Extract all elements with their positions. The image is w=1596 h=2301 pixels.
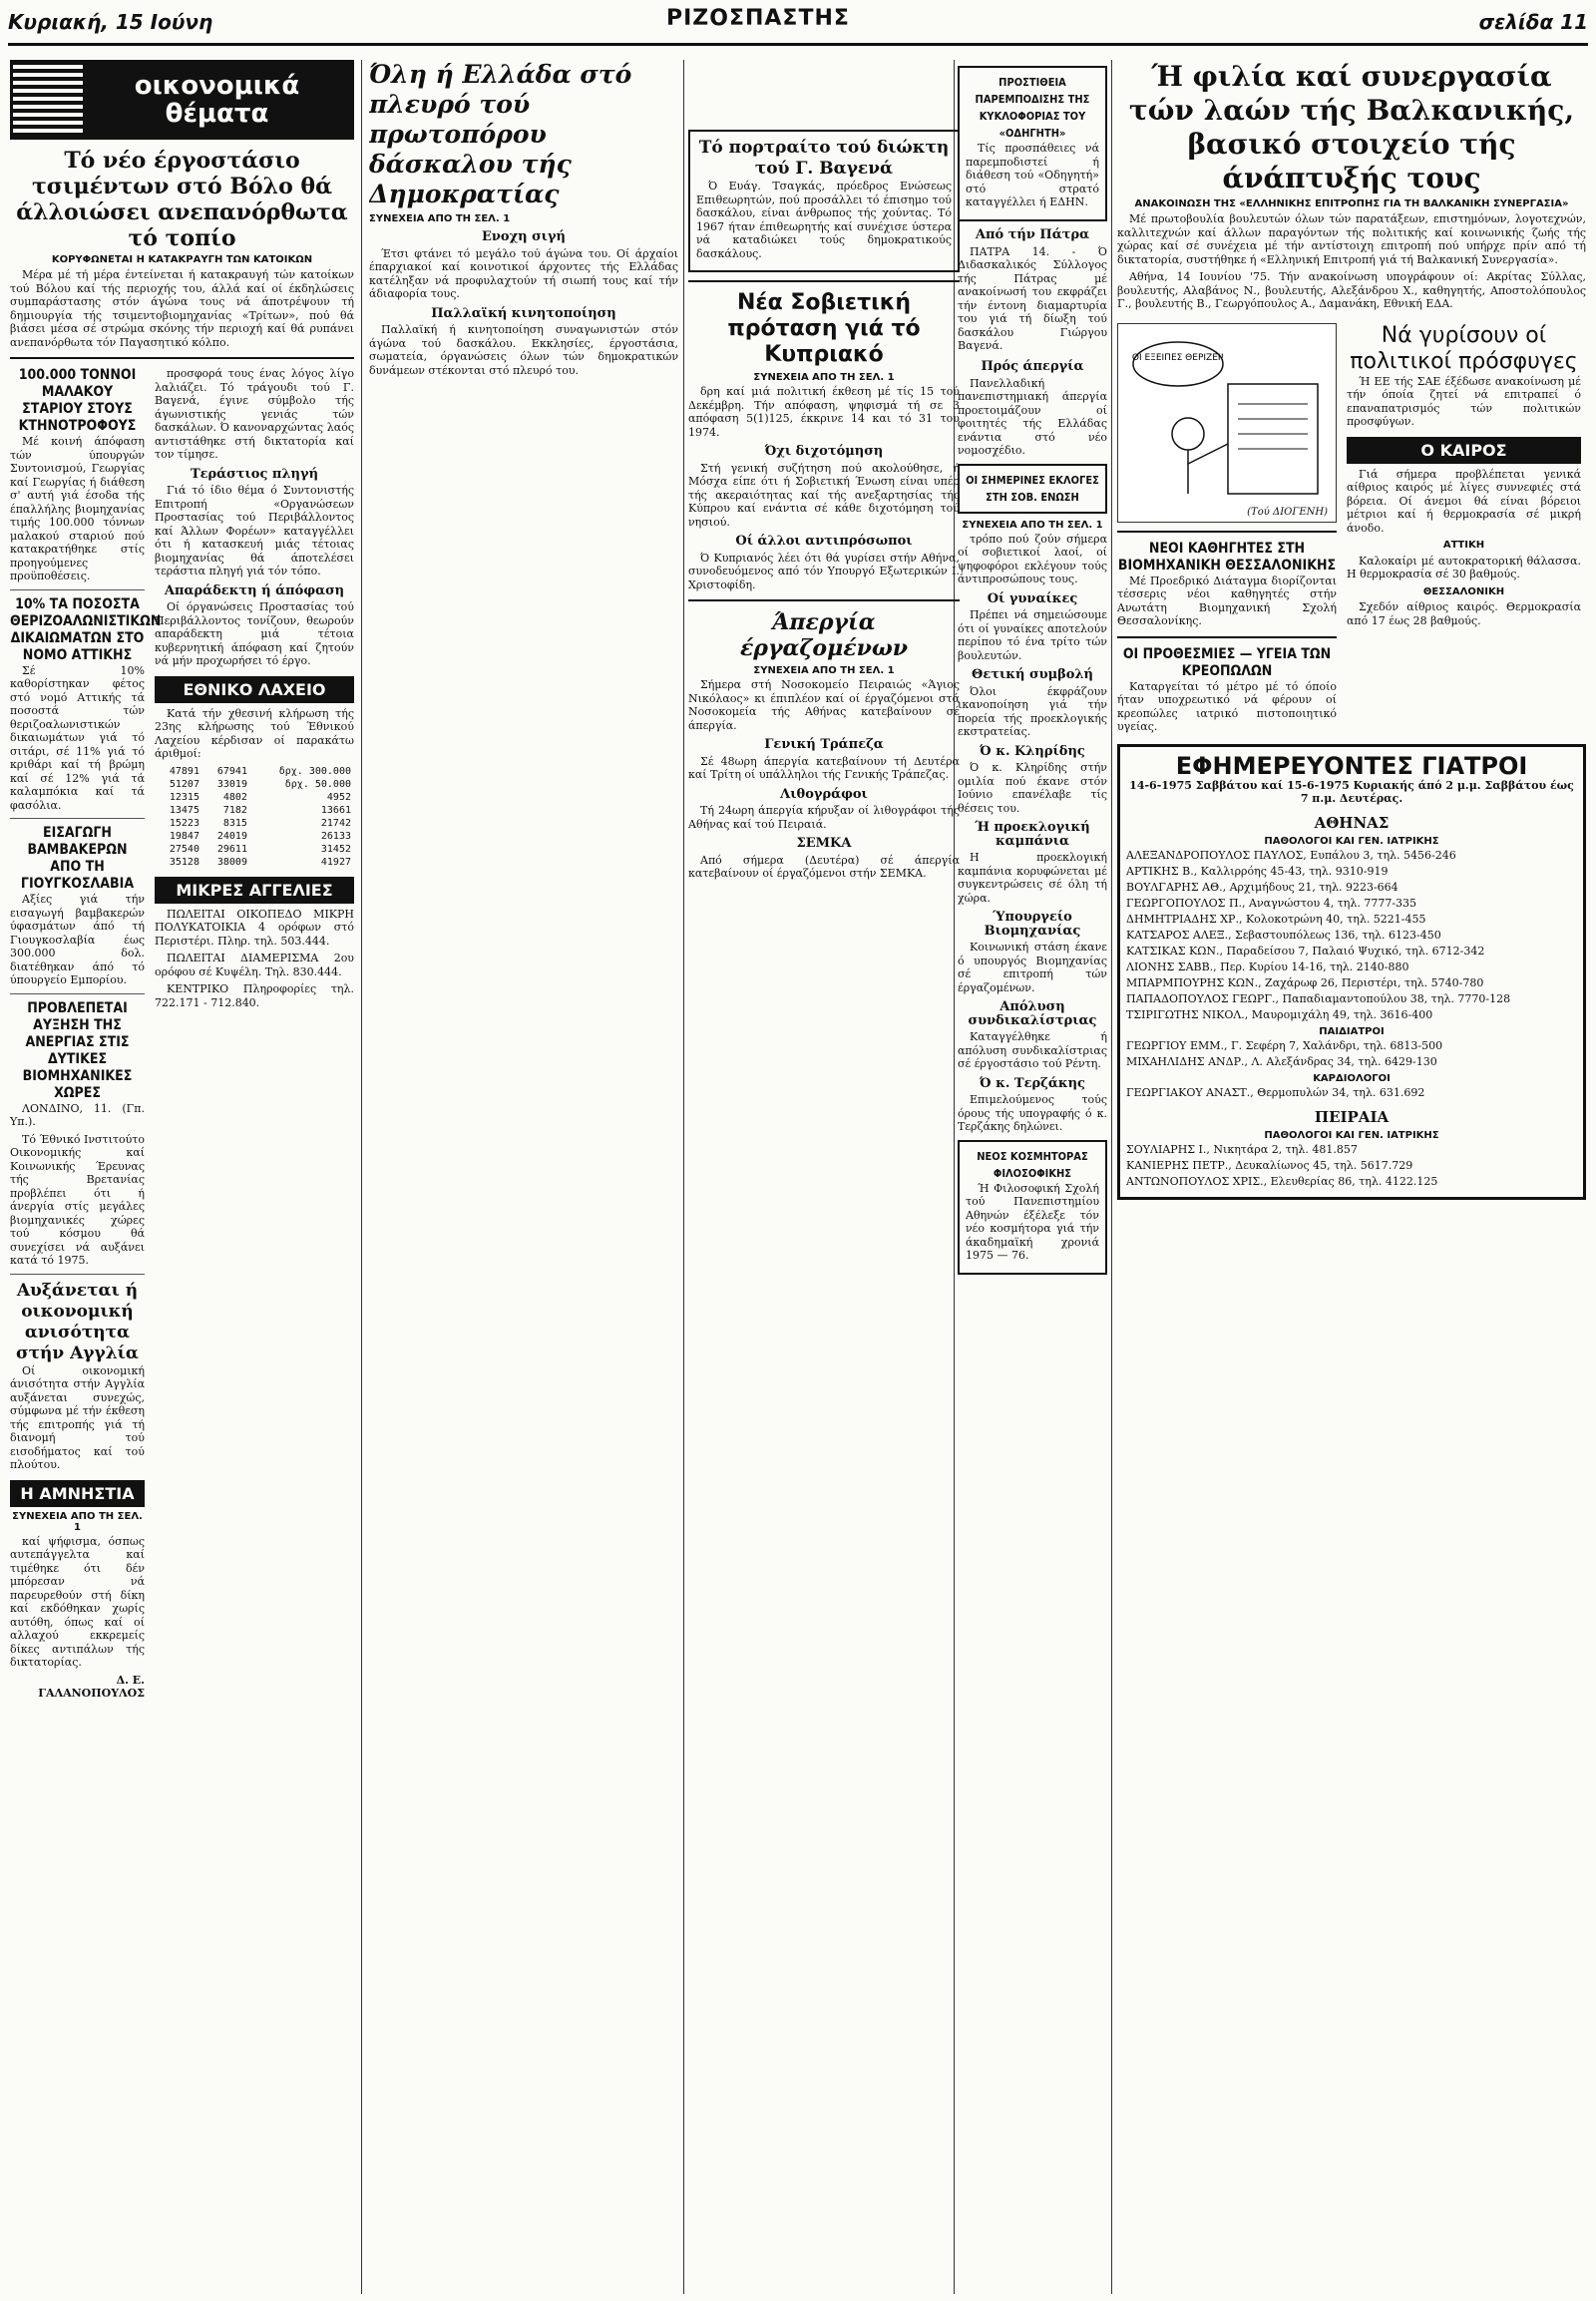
subhead-general-bank: Γενική Τράπεζα [764,737,884,752]
section-header-economics [10,60,354,140]
subhead-patras: Από τήν Πάτρα [975,226,1090,242]
paragraph: Στή γενική συζήτηση πού ακολούθησε, ή Μόσχα είπε ότι ή Σοβιετική Ένωση είναι υπέρ τής ακεραιότητας καί τής ανεξαρτησίας τής Κύπρου καί ενάντια σέ κάθε διχοτόμηση τού νησιού. [688,461,960,529]
doctor-entry: ΓΕΩΡΓΟΠΟΥΛΟΣ Π., Αναγνώστου 4, τηλ. 7777-335 [1126,896,1417,910]
doctors-spec-pathology-piraeus: ΠΑΘΟΛΟΓΟΙ ΚΑΙ ΓΕΝ. ΙΑΤΡΙΚΗΣ [1264,1129,1439,1141]
stripes-decoration [13,63,83,137]
lottery-cell: 19847 [169,830,200,842]
right-lower-area [1117,315,1586,738]
story-portrait-text: Ό Ευάγ. Τσαγκάς, πρόεδρος Ενώσεως Επιθεωρητών, πού προσάλλει τό έπισημο τού δασκάλου, είναι άνθρωπος τής χούντας. Τό 1967 ήταν έπιθεωρητής καί συνέχισε ύστερα νά καταδιώκει τούς δημοκρατικούς δασκάλους. [696,180,952,260]
story-strike-title: Άπεργία έργαζομένων [739,609,909,661]
lottery-row [155,791,354,804]
paragraph: Η προεκλογική καμπάνια κορυφώνεται μέ συγκεντρώσεις σέ όλη τή χώρα. [958,851,1107,905]
lottery-row [155,817,354,830]
doctor-entry: ΒΟΥΛΓΑΡΗΣ ΑΘ., Αρχιμήδους 21, τηλ. 9223-664 [1126,880,1398,894]
lottery-cell: 29611 [216,843,247,855]
paragraph: Έτσι φτάνει τό μεγάλο τού άγώνα του. Οί άρχαίοι έπαρχιακοί καί κοινοτικοί άρχοντες τής Ελλάδας κατέληξαν νά προφυλαχτούν τή σιωπή τους καί τήν άδιαφορία τους. [369,246,678,300]
section-label-line1: οικονομικά [134,71,300,101]
column-a [10,60,354,2294]
subhead-tremendous-wound: Τεράστιος πληγή [190,466,319,482]
doctors-spec-pediatrics: ΠΑΙΔΙΑΤΡΟΙ [1319,1025,1385,1037]
doctors-region-piraeus: ΠΕΙΡΑΙΑ [1314,1107,1390,1126]
odigitis-text: Τίς προσπάθειες νά παρεμποδιστεί ή διάθεση τού «Οδηγητή» στό στρατό καταγγέλλει ή ΕΔΗΝ. [966,142,1099,208]
lottery-cell: 13661 [320,804,351,816]
lottery-cell: 47891 [169,765,200,777]
weather-region-thessaloniki: ΘΕΣΣΑΛΟΝΙΚΗ [1422,585,1505,597]
paragraph: Σέ 48ωρη άπεργία κατεβαίνουν τή Δευτέρα καί Τρίτη οί υπάλληλοι τής Γενικής Τράπεζας. [688,754,960,781]
butchers-body [1117,680,1337,734]
subhead-klerides: Ό κ. Κληρίδης [980,743,1085,759]
doctors-spec-cardiology: ΚΑΡΔΙΟΛΟΓΟΙ [1313,1072,1391,1084]
refugees-body [1347,375,1581,429]
story-wheat-body [10,435,145,583]
lottery-cell: 15223 [169,817,200,829]
story-unemployment-dateline: ΛΟΝΔΙΝΟ, 11. (Γπ. Υπ.). [10,1101,145,1128]
lottery-cell: 7182 [222,804,247,816]
story-cotton-text: Αξίες γιά τήν εισαγωγή βαμβακερών ύφασμάτων άπό τή Γιουγκοσλαβία έως 300.000 δολ. διατέθηκαν άπό τό ύπουργείο Εμπορίου. [10,893,145,986]
doctors-box [1117,744,1586,1200]
lottery-cell: 31452 [320,843,351,855]
divider [10,818,145,819]
newspaper-title: ΡΙΖΟΣΠΑΣΤΗΣ [666,6,850,31]
weather-body [1347,468,1581,628]
soviet-elections-spec: ΣΥΝΕΧΕΙΑ ΑΠΟ ΤΗ ΣΕΛ. 1 [962,519,1103,531]
paragraph: Γιά τό ίδιο θέμα ό Συντονιστής Επιτροπή «Οργανώσεων Προστασίας τού Περιβάλλοντος καί Άλλων Φορέων» καταγγέλλει ότι ή κατασκευή μιάς τέτοιας βιομηχανίας θά άποτελέσει τεράστια πληγή γιά τόν τόπο. [155,484,354,577]
story-amnesty-spec: ΣΥΝΕΧΕΙΑ ΑΠΟ ΤΗ ΣΕΛ. 1 [12,1510,143,1533]
right-lower-left [1117,315,1337,738]
doctor-entry: ΔΗΜΗΤΡΙΑΔΗΣ ΧΡ., Κολοκοτρώνη 40, τηλ. 5221-455 [1126,912,1426,926]
paragraph: Τή 24ωρη άπεργία κήρυξαν οί λιθογράφοι τής Αθήνας καί τού Πειραιά. [688,804,960,831]
to-strike-text: Πανελλαδική πανεπιστημιακή άπεργία προετοιμάζουν οί φοιτητές τής Ελλάδας ενάντια στό νέο νομοσχέδιο. [958,376,1107,457]
paragraph: Από σήμερα (Δευτέρα) σέ άπεργία κατεβαίνουν οί έργαζόμενοι στήν ΣΕΜΚΑ. [688,853,960,880]
subhead-semka: ΣΕΜΚΑ [796,836,852,851]
new-dean-body [966,1182,1099,1263]
kicker-balkan: ΑΝΑΚΟΙΝΩΣΗ ΤΗΣ «ΕΛΛΗΝΙΚΗΣ ΕΠΙΤΡΟΠΗΣ ΓΙΑ ΤΗ ΒΑΛΚΑΝΙΚΗ ΣΥΝΕΡΓΑΣΙΑ» [1134,198,1569,209]
doctor-entry: ΑΡΤΙΚΗΣ Β., Καλλιρρόης 45-43, τηλ. 9310-919 [1126,864,1389,878]
doctor-entry: ΜΠΑΡΜΠΟΥΡΗΣ ΚΩΝ., Ζαχάρωφ 26, Περιστέρι, τηλ. 5740-780 [1126,975,1484,989]
weather-thessaloniki-text: Σχεδόν αίθριος καιρός. Θερμοκρασία από 17 έως 28 βαθμούς. [1347,600,1581,627]
lottery-cell: 35128 [169,856,200,868]
lottery-row [155,830,354,843]
lead-text: Μέρα μέ τή μέρα έντείνεται ή κατακραυγή τών κατοίκων τού Βόλου καί τής περιοχής του, άλλά καί οί έκδηλώσεις συμπαράστασης στόν άγώνα τους νά άποτρέψουν τή δημιουργία τής τσιμεντοβιομηχανίας «Τρίτων», πού θά βιάσει μέσα σέ στρώμα σκόνης τήν περιοχή καί θά ρυπάνει ανεπανόρθωτα τόν Παγασητικό κόλπο. [10,268,354,349]
subhead-lithographers: Λιθογράφοι [780,786,868,802]
doctors-spec-pathology: ΠΑΘΟΛΟΓΟΙ ΚΑΙ ΓΕΝ. ΙΑΤΡΙΚΗΣ [1264,835,1439,847]
lottery-cell: δρχ. 50.000 [284,778,351,790]
butchers-title: ΟΙ ΠΡΟΘΕΣΜΙΕΣ — ΥΓΕΙΑ ΤΩΝ ΚΡΕΟΠΩΛΩΝ [1122,645,1332,679]
cartoon-caption: (Τού ΔΙΟΓΕΝΗ) [1247,506,1328,518]
paragraph: Επιμελούμενος τούς όρους τής υπογραφής ό κ. Τερζάκης δηλώνει. [958,1093,1107,1133]
doctor-entry: ΤΣΙΡΙΓΩΤΗΣ ΝΙΚΟΛ., Μαυρομιχάλη 49, τηλ. 3616-400 [1126,1007,1433,1021]
story-amnesty-signature: Δ. Ε. ΓΑΛΑΝΟΠΟΥΛΟΣ [38,1673,145,1700]
new-professors-text: Μέ Προεδρικό Διάταγμα διορίζονται τέσσερις νέοι καθηγητές στήν Ανωτάτη Βιομηχανική Σχολή Θεσσαλονίκης. [1117,574,1337,627]
lottery-cell: 33019 [216,778,247,790]
story-inequality-text: Οί οικονομική άνισότητα στήν Αγγλία αυξάνεται συνεχώς, σύμφωνα μέ τήν έκθεση τής επιτροπής γιά τή διανομή τού εισοδήματος καί τού πλούτου. [10,1363,145,1471]
lottery-cell: 26133 [320,830,351,842]
balkan-text: Μέ πρωτοβουλία βουλευτών όλων τών παρατάξεων, επιστημόνων, λογοτεχνών, καλλιτεχνών καί άλλων παραγόντων τής πολιτικής καί κοινωνικής ζωής τής χώρας καί σέ συνέχεια μέ τήν αντίστοιχη επιτροπή πού υπήρχε πρίν από τή δικτατορία, συστήθηκε ή «Ελληνική Επιτροπή γιά τή Βαλκανική Συνεργασία». [1117,212,1586,266]
lottery-cell: 12315 [169,791,200,803]
story-wheat-text: Μέ κοινή άπόφαση τών ύπουργών Συντονισμού, Γεωργίας καί Γεωργίας ή διάθεση σ' αυτή γιά έσοδα τής έπαλλήλης βιομηχανίας τιμής 100.000 τόννων μαλακού σταριού πού κατακρατήθηκε στίς προηγούμενες προϋποθέσεις. [10,435,145,582]
story-portrait-body [696,180,952,260]
lottery-table-body [155,765,354,869]
doctors-list-pediatrics [1126,1039,1577,1069]
paragraph: Καταγγέλθηκε ή απόλυση συνδικαλίστριας σέ έργοστάσιο τού Ρέντη. [958,1030,1107,1070]
paragraph: Οί όργανώσεις Προστασίας τού Περιβάλλοντος τονίζουν, θεωρούν απαράδεκτη μιά τέτοια κυβερνητική άπόφαση καί ζητούν νά μήν προχωρήσει τό έργο. [155,600,354,667]
masthead [8,6,1588,46]
odigitis-title: ΠΡΟΣΤΙΘΕΙΑ ΠΑΡΕΜΠΟΔΙΣΗΣ ΤΗΣ ΚΥΚΛΟΦΟΡΙΑΣ ΤΟΥ «ΟΔΗΓΗΤΗ» [975,76,1090,140]
weather-attica-text: Καλοκαίρι μέ αυτοκρατορική θάλασσα. Η θερμοκρασία σέ 30 βαθμούς. [1347,554,1581,580]
paragraph: Πρέπει νά σημειώσουμε ότι οί γυναίκες αποτελούν περίπου τό ένα τρίτο τών βουλευτών. [958,608,1107,662]
odigitis-body [966,142,1099,209]
divider [10,1274,145,1275]
teacher-spec: ΣΥΝΕΧΕΙΑ ΑΠΟ ΤΗ ΣΕΛ. 1 [369,213,511,224]
butchers-text: Καταργείται τό μέτρο μέ τό όποίο ήταν υποχρεωτικό νά φέρουν οί κρεοπώλες ιατρικό πιστοποιητικό υγείας. [1117,679,1337,733]
doctor-entry: ΑΝΤΩΝΟΠΟΥΛΟΣ ΧΡΙΣ., Ελευθερίας 86, τηλ. 4122.125 [1126,1174,1438,1188]
lottery-cell: 38009 [216,856,247,868]
doctor-entry: ΜΙΧΑΗΛΙΔΗΣ ΑΝΔΡ., Λ. Αλεξάνδρας 34, τηλ. 6429-130 [1126,1054,1437,1068]
lottery-cell: 51207 [169,778,200,790]
story-cyprus-body [688,385,960,591]
paragraph: Ό Κυπριανός λέει ότι θά γυρίσει στήν Αθήνα, συνοδευόμενος από τόν Υπουργό Εξωτερικών Ι. Χριστοφίδη. [688,551,960,591]
section-label [83,63,351,137]
column-rule [683,60,684,2294]
story-cotton-body [10,893,145,987]
divider [688,599,960,601]
subhead-no-partition: Όχι διχοτόμηση [764,444,884,459]
cartoon-bubble: ΟΙ ΕΞΕΙΠΕΣ ΘΕΡΙΖΕΙ! [1131,352,1225,363]
new-dean-box [958,1140,1107,1275]
paragraph: Παλλαϊκή ή κινητοποίηση συναγωνιστών στόν άγώνα τού δασκάλου. Εκκλησίες, έργοστάσια, σωματεία, όργανώσεις όλων τών δημοκρατικών δυνάμεων στέκονται στό πλευρό του. [369,323,678,377]
column-rule [361,60,362,2294]
doctor-entry: ΓΕΩΡΓΙΟΥ ΕΜΜ., Γ. Σεφέρη 7, Χαλάνδρι, τηλ. 6813-500 [1126,1038,1443,1052]
refugees-text: Ή ΕΕ τής ΣΑΕ έξέδωσε ανακοίνωση μέ τήν όποία ζητεί νά επιτραπεί ό επαναπατρισμός τών πολιτικών προσφύγων. [1347,374,1581,428]
story-harvest-text: Σέ 10% καθορίστηκαν φέτος στό νομό Αττικής τά ποσοστά τών θεριζοαλωνιστικών δικαιωμάτων γιά τό σιτάρι, σέ 11% γιά τό κριθάρι καί τή βρώμη καί σέ 12% γιά τά καλαμπόκια καί τά φασόλια. [10,663,145,812]
cartoon [1117,323,1337,523]
two-subcolumns [10,367,354,1705]
subhead-women: Οί γυναίκες [987,590,1078,606]
kicker-cement: ΚΟΡΥΦΩΝΕΤΑΙ Η ΚΑΤΑΚΡΑΥΓΗ ΤΩΝ ΚΑΤΟΙΚΩΝ [51,254,313,265]
paragraph: Όλοι έκφράζουν ικανοποίηση γιά τήν πορεία τής προεκλογικής εκστρατείας. [958,684,1107,738]
subhead-positive-contribution: Θετική συμβολή [972,667,1093,682]
headline-cement-factory: Τό νέο έργοστάσιο τσιμέντων στό Βόλο θά άλλοιώσει ανεπανόρθωτα τό τοπίο [16,148,348,251]
doctor-entry: ΑΛΕΞΑΝΔΡΟΠΟΥΛΟΣ ΠΑΥΛΟΣ, Ευπάλου 3, τηλ. 5456-246 [1126,848,1456,862]
story-wheat-title: 100.000 ΤΟΝΝΟΙ ΜΑΛΑΚΟΥ ΣΤΑΡΙΟΥ ΣΤΟΥΣ ΚΤΗΝΟΤΡΟΦΟΥΣ [18,367,137,434]
soviet-elections-box [958,464,1107,514]
doctor-entry: ΓΕΩΡΓΙΑΚΟΥ ΑΝΑΣΤ., Θερμοπυλών 34, τηλ. 631.692 [1126,1085,1425,1099]
section-label-line2: θέματα [165,99,269,129]
col-b-continued-body [155,367,354,668]
doctor-entry: ΚΑΤΣΑΡΟΣ ΑΛΕΞ., Σεβαστουπόλεως 136, τηλ. 6123-450 [1126,928,1441,942]
story-inequality-body [10,1364,145,1472]
story-amnesty-body [10,1535,145,1701]
classifieds-title: ΜΙΚΡΕΣ ΑΓΓΕΛΙΕΣ [155,877,354,904]
lottery-cell: 4952 [326,791,351,803]
refugees-title: Νά γυρίσουν οί πολιτικοί πρόσφυγες [1350,322,1578,374]
story-unemployment-body [10,1102,145,1268]
subhead-mobilization: Παλλαϊκή κινητοποίηση [431,305,616,321]
doctors-list-pathology [1126,849,1577,1022]
story-strike-spec: ΣΥΝΕΧΕΙΑ ΑΠΟ ΤΗ ΣΕΛ. 1 [753,665,895,676]
page-number: σελίδα 11 [1478,10,1588,34]
story-cotton-title: ΕΙΣΑΓΩΓΗ ΒΑΜΒΑΚΕΡΩΝ ΑΠΟ ΤΗ ΓΙΟΥΓΚΟΣΛΑΒΙΑ [20,825,135,892]
column-b [369,60,678,2294]
lottery-cell: 21742 [320,817,351,829]
subhead-guilty-silence: Ενοχη σιγή [481,229,567,244]
doctors-title: ΕΦΗΜΕΡΕΥΟΝΤΕΣ ΓΙΑΤΡΟΙ [1175,751,1528,780]
divider [1117,531,1337,533]
soviet-elections-title: ΟΙ ΣΗΜΕΡΙΝΕΣ ΕΚΛΟΓΕΣ ΣΤΗ ΣΟΒ. ΕΝΩΣΗ [966,473,1099,504]
lottery-cell: 27540 [169,843,200,855]
soviet-elections-body [958,533,1107,1134]
story-harvest-body [10,664,145,813]
column-d [958,60,1107,2294]
doctors-list-pathology-piraeus [1126,1143,1577,1189]
right-lower-right [1347,315,1581,738]
patras-text: ΠΑΤΡΑ 14. - Ό Διδασκαλικός Σύλλογος τής Πάτρας μέ ανακοίνωσή του εκφράζει τήν έντονη διαμαρτυρία του γιά τή δίωξη τού δασκάλου Γιώργου Βαγενά. [958,244,1107,352]
lottery-row [155,778,354,791]
weather-text: Γιά σήμερα προβλέπεται γενικά αίθριος καιρός μέ λίγες συννεφιές στά βόρεια. Οί άνεμοι θά είναι βόρειοι μέτριοι καί ή θερμοκρασία σέ μικρή άνοδο. [1347,467,1581,535]
odigitis-box [958,66,1107,221]
new-dean-text: Ή Φιλοσοφική Σχολή τού Πανεπιστημίου Αθηνών έξέλεξε τόν νέο κοσμήτορα γιά τήν άκαδημαϊκή χρονιά 1975 — 76. [966,1181,1099,1262]
subhead-unacceptable-decision: Απαράδεκτη ή άπόφαση [164,582,345,598]
paragraph: δρη καί μιά πολιτική έκθεση μέ τίς 15 τού Δεκέμβρη. Τήν απόφαση, ψηφισμά τή σε 3 απόφαση 5(1)125, έκκρινε 14 και τό 31 του 1974. [688,385,960,439]
lottery-table [155,765,354,869]
lottery-cell: 24019 [216,830,247,842]
lottery-cell: 4802 [222,791,247,803]
headline-balkan: Ή φιλία καί συνεργασία τών λαών τής Βαλκανικής, βασικό στοιχείο τής άνάπτυξής τους [1128,60,1575,194]
classified-ad: ΠΩΛΕΙΤΑΙ ΔΙΑΜΕΡΙΣΜΑ 2ου ορόφου σέ Κυψέλη. Τηλ. 830.444. [155,952,354,978]
divider [10,589,145,590]
lottery-cell: 13475 [169,804,200,816]
cartoon-drawing [1118,324,1336,522]
to-strike-body [958,377,1107,458]
subhead-industry-ministry: Ύπουργείο Βιομηχανίας [984,910,1081,939]
story-strike-body [688,678,960,881]
lottery-cell: δρχ. 300.000 [278,765,351,777]
subhead-other-representatives: Οί άλλοι αντιπρόσωποι [735,534,913,549]
lottery-title: ΕΘΝΙΚΟ ΛΑΧΕΙΟ [155,676,354,703]
subhead-to-strike: Πρός άπεργία [981,358,1084,374]
lottery-intro-text: Κατά τήν χθεσινή κλήρωση τής 23ης κλήρωσης τού Έθνικού Λαχείου κέρδισαν οί παρακάτω άριθμοί: [155,706,354,760]
doctor-entry: ΚΑΝΙΕΡΗΣ ΠΕΤΡ., Δευκαλίωνος 45, τηλ. 5617.729 [1126,1158,1413,1172]
doctors-region-athens: ΑΘΗΝΑΣ [1314,813,1390,832]
paragraph: τρόπο πού ζούν σήμερα οί σοβιετικοί λαοί, οί ψηφοφόροι εκλέγουν τούς άντιπροσώπους τους. [958,532,1107,585]
new-dean-title: ΝΕΟΣ ΚΟΣΜΗΤΟΡΑΣ ΦΙΛΟΣΟΦΙΚΗΣ [977,1149,1088,1180]
story-unemployment-text: Τό Έθνικό Ινστιτούτο Οικονομικής καί Κοινωνικής Έρευνας τής Βρετανίας προβλέπει ότι ή άνεργία στίς μεγάλες βιομηχανικές χώρες τού κόσμου θά συνεχίσει νά αυξάνει κατά τό 1975. [10,1132,146,1267]
paragraph: προσφορά τους ένας λόγος λίγο λαλιάζει. Τό τράγουδι τού Γ. Βαγενά, έγινε σύμβολο τής άγωνιστικής γενιάς τών δασκάλων. Ό κανοναρχώντας λαός αντιστάθηκε στή δικτατορία καί τον τίμησε. [155,367,354,461]
doctors-list-cardiology [1126,1086,1577,1100]
story-harvest-title: 10% ΤΑ ΠΟΣΟΣΤΑ ΘΕΡΙΖΟΑΛΩΝΙΣΤΙΚΩΝ ΔΙΚΑΙΩΜΑΤΩΝ ΣΤΟ ΝΟΜΟ ΑΤΤΙΚΗΣ [10,595,162,663]
story-unemployment-title: ΠΡΟΒΛΕΠΕΤΑΙ ΑΥΞΗΣΗ ΤΗΣ ΑΝΕΡΓΙΑΣ ΣΤΙΣ ΔΥΤΙΚΕΣ ΒΙΟΜΗΧΑΝΙΚΕΣ ΧΩΡΕΣ [22,999,133,1101]
divider [1117,636,1337,638]
paragraph: Σήμερα στή Νοσοκομείο Πειραιώς «Άγιος Νικόλαος» κι έπιπλέον καί οί έργαζόμενοι στά Νοσοκομεία τής Αθήνας κατεβαίνουν σέ άπεργία. [688,678,960,732]
doctor-entry: ΠΑΠΑΔΟΠΟΥΛΟΣ ΓΕΩΡΓ., Παπαδιαμαντοπούλου 38, τηλ. 7770-128 [1126,991,1511,1005]
column-e [1117,60,1586,2294]
weather-region-attica: ΑΤΤΙΚΗ [1442,540,1485,551]
lottery-cell: 8315 [222,817,247,829]
portrait-box [688,130,960,272]
weather-title: Ο ΚΑΙΡΟΣ [1347,437,1581,464]
paragraph: Κοινωνική στάση έκανε ό υπουργός Βιομηχανίας σέ επιτροπή τών έργαζομένων. [958,941,1107,994]
subcolumn-left [10,367,162,1705]
lottery-row [155,843,354,856]
story-inequality-title: Αυξάνεται ή οικονομική ανισότητα στήν Αγγλία [16,1280,139,1363]
doctors-subtitle: 14-6-1975 Σαββάτου καί 15-6-1975 Κυριακής άπό 2 μ.μ. Σαββάτου έως 7 π.μ. Δευτέρας. [1129,778,1574,805]
lead-paragraph [10,268,354,349]
doctor-entry: ΚΑΤΣΙΚΑΣ ΚΩΝ., Παραδείσου 7, Παλαιό Ψυχικό, τηλ. 6712-342 [1126,944,1485,958]
paragraph: Ό κ. Κληρίδης στήν ομιλία πού έκανε στόν Ιούνιο επανέλαβε τίς θέσεις του. [958,761,1107,815]
patras-body [958,245,1107,353]
subhead-terzakis: Ό κ. Τερζάκης [980,1075,1085,1091]
lottery-row [155,765,354,778]
column-c [688,60,960,2294]
headline-teacher: Όλη ή Ελλάδα στό πλευρό τού πρωτοπόρου δάσκαλου τής Δημοκρατίας [369,60,632,208]
new-professors-title: ΝΕΟΙ ΚΑΘΗΓΗΤΕΣ ΣΤΗ ΒΙΟΜΗΧΑΝΙΚΗ ΘΕΣΣΑΛΟΝΙΚΗΣ [1117,540,1337,574]
lottery-row [155,856,354,869]
new-professors-body [1117,575,1337,628]
divider [688,280,960,282]
story-portrait-title: Τό πορτραίτο τού διώκτη τού Γ. Βαγενά [698,138,950,179]
lottery-intro [155,707,354,761]
story-cyprus-spec: ΣΥΝΕΧΕΙΑ ΑΠΟ ΤΗ ΣΕΛ. 1 [753,372,895,383]
lottery-cell: 41927 [320,856,351,868]
teacher-body [369,230,678,377]
lottery-cell: 67941 [216,765,247,777]
story-cyprus-title: Νέα Σοβιετική πρόταση γιά τό Κυπριακό [727,290,921,367]
subhead-dismissal: Απόλυση συνδικαλίστριας [968,999,1097,1028]
balkan-signatories: Αθήνα, 14 Ιουνίου '75. Τήν ανακοίνωση υπογράφουν οί: Ακρίτας Σύλλας, βουλευτής, Αλαβάνος Ν., βουλευτής, Αλεξάνδρου Χ., καθηγητής, Αποστολόπουλος Γ., βουλευτής Β., Γεωργόπουλος Α., Δαμανάκη, Εθνική ΕΔΑ. [1117,270,1586,310]
story-amnesty-text: καί ψήφισμα, όσπως αυτεπάγγελτα καί τιμέθηκε ότι δέν μπόρεσαν νά παρευρεθούν στή δίκη καί εκδόθηκαν χωρίς αυτόθη, όπως καί οί αλλαχού εκκρεμείς δίκες αντιπάλων τής δικτατορίας. [10,1534,145,1669]
subcolumn-right [155,367,354,1705]
balkan-body [1117,212,1586,311]
classified-ad: ΚΕΝΤΡΙΚΟ Πληροφορίες τηλ. 722.171 - 712.840. [155,982,354,1009]
subhead-campaign: Ή προεκλογική καμπάνια [975,820,1090,849]
lottery-row [155,804,354,817]
story-amnesty-title: Η ΑΜΝΗΣΤΙΑ [10,1480,145,1507]
column-rule [1111,60,1112,2294]
doctor-entry: ΛΙΟΝΗΣ ΣΑΒΒ., Περ. Κυρίου 14-16, τηλ. 2140-880 [1126,959,1409,973]
classifieds-list [155,908,354,1010]
issue-date: Κυριακή, 15 Ιούνη [8,10,213,34]
doctor-entry: ΣΟΥΛΙΑΡΗΣ Ι., Νικητάρα 2, τηλ. 481.857 [1126,1142,1358,1156]
divider [10,993,145,994]
divider [10,357,354,359]
classified-ad: ΠΩΛΕΙΤΑΙ ΟΙΚΟΠΕΔΟ ΜΙΚΡΗ ΠΟΛΥΚΑΤΟΙΚΙΑ 4 ορόφων στό Περιστέρι. Πληρ. τηλ. 503.444. [155,907,354,948]
